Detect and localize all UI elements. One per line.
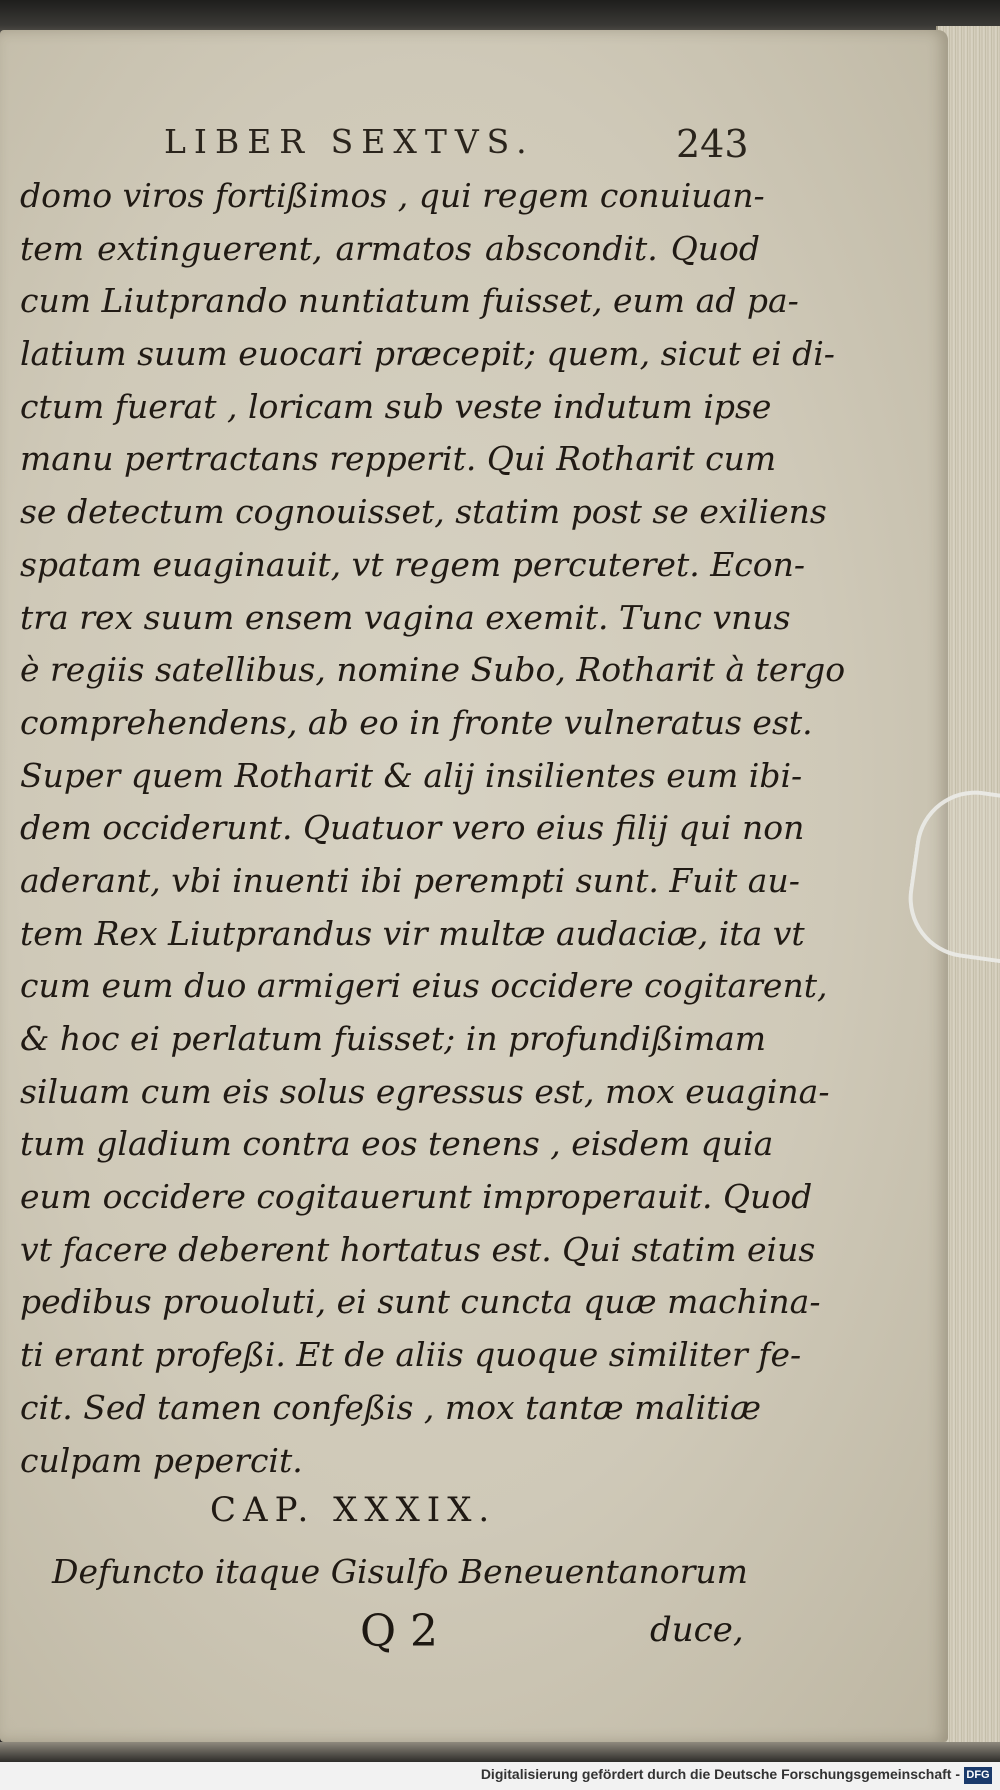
- digitization-note: Digitalisierung gefördert durch die Deutsche Forschungsgemeinschaft -: [480, 1766, 960, 1782]
- page-header: [0, 122, 948, 166]
- text-line: tem Rex Liutprandus vir multæ audaciæ, ita vt: [20, 913, 805, 953]
- dfg-logo: DFG: [964, 1767, 992, 1784]
- chapter-first-line: Defuncto itaque Gisulfo Beneuentanorum: [52, 1552, 748, 1591]
- text-line: eum occidere cogitauerunt improperauit. Quod: [20, 1177, 813, 1217]
- text-line: tum gladium contra eos tenens , eisdem quia: [20, 1124, 774, 1164]
- text-line: aderant, vbi inuenti ibi perempti sunt. Fuit au-: [20, 860, 800, 900]
- text-line: è regiis satellibus, nomine Subo, Rotharit à tergo: [20, 650, 846, 690]
- text-line: vt facere deberent hortatus est. Qui statim eius: [20, 1229, 816, 1269]
- text-line: ctum fuerat , loricam sub veste indutum ipse: [20, 386, 772, 426]
- chapter-heading: CAP. XXXIX.: [210, 1490, 497, 1530]
- text-line: Super quem Rotharit & alij insilientes eum ibi-: [20, 755, 803, 795]
- text-line: dem occiderunt. Quatuor vero eius filij qui non: [20, 808, 805, 848]
- book-page: [0, 30, 948, 1742]
- signature-mark: Q 2: [360, 1606, 439, 1657]
- digitization-footer: [0, 1762, 1000, 1790]
- text-line: pedibus prouoluti, ei sunt cuncta quæ machina-: [20, 1282, 821, 1322]
- text-line: cum Liutprando nuntiatum fuisset, eum ad pa-: [20, 281, 799, 321]
- body-text: [20, 170, 846, 1487]
- text-line: ti erant profeßi. Et de aliis quoque similiter fe-: [20, 1335, 802, 1375]
- running-head: LIBER SEXTVS.: [164, 122, 535, 161]
- text-line: domo viros fortißimos , qui regem conuiuan-: [20, 176, 765, 215]
- text-line: culpam pepercit.: [20, 1440, 303, 1480]
- page-number: 243: [676, 122, 749, 166]
- text-line: cum eum duo armigeri eius occidere cogitarent,: [20, 966, 828, 1006]
- text-line: & hoc ei perlatum fuisset; in profundißimam: [20, 1019, 767, 1058]
- text-line: siluam cum eis solus egressus est, mox euagina-: [20, 1071, 830, 1111]
- text-line: cit. Sed tamen confeßis , mox tantæ malitiæ: [20, 1387, 762, 1427]
- text-line: se detectum cognouisset, statim post se exiliens: [20, 492, 827, 532]
- book-bottom-edge: [0, 1742, 1000, 1762]
- text-line: comprehendens, ab eo in fronte vulneratus est.: [20, 702, 813, 742]
- text-line: latium suum euocari præcepit; quem, sicut ei di-: [20, 334, 835, 374]
- text-line: tem extinguerent, armatos abscondit. Quod: [20, 228, 760, 268]
- catchword: duce,: [650, 1610, 744, 1650]
- text-line: spatam euaginauit, vt regem percuteret. Econ-: [20, 544, 806, 584]
- text-line: tra rex suum ensem vagina exemit. Tunc vnus: [20, 597, 791, 637]
- text-line: manu pertractans repperit. Qui Rotharit cum: [20, 439, 777, 479]
